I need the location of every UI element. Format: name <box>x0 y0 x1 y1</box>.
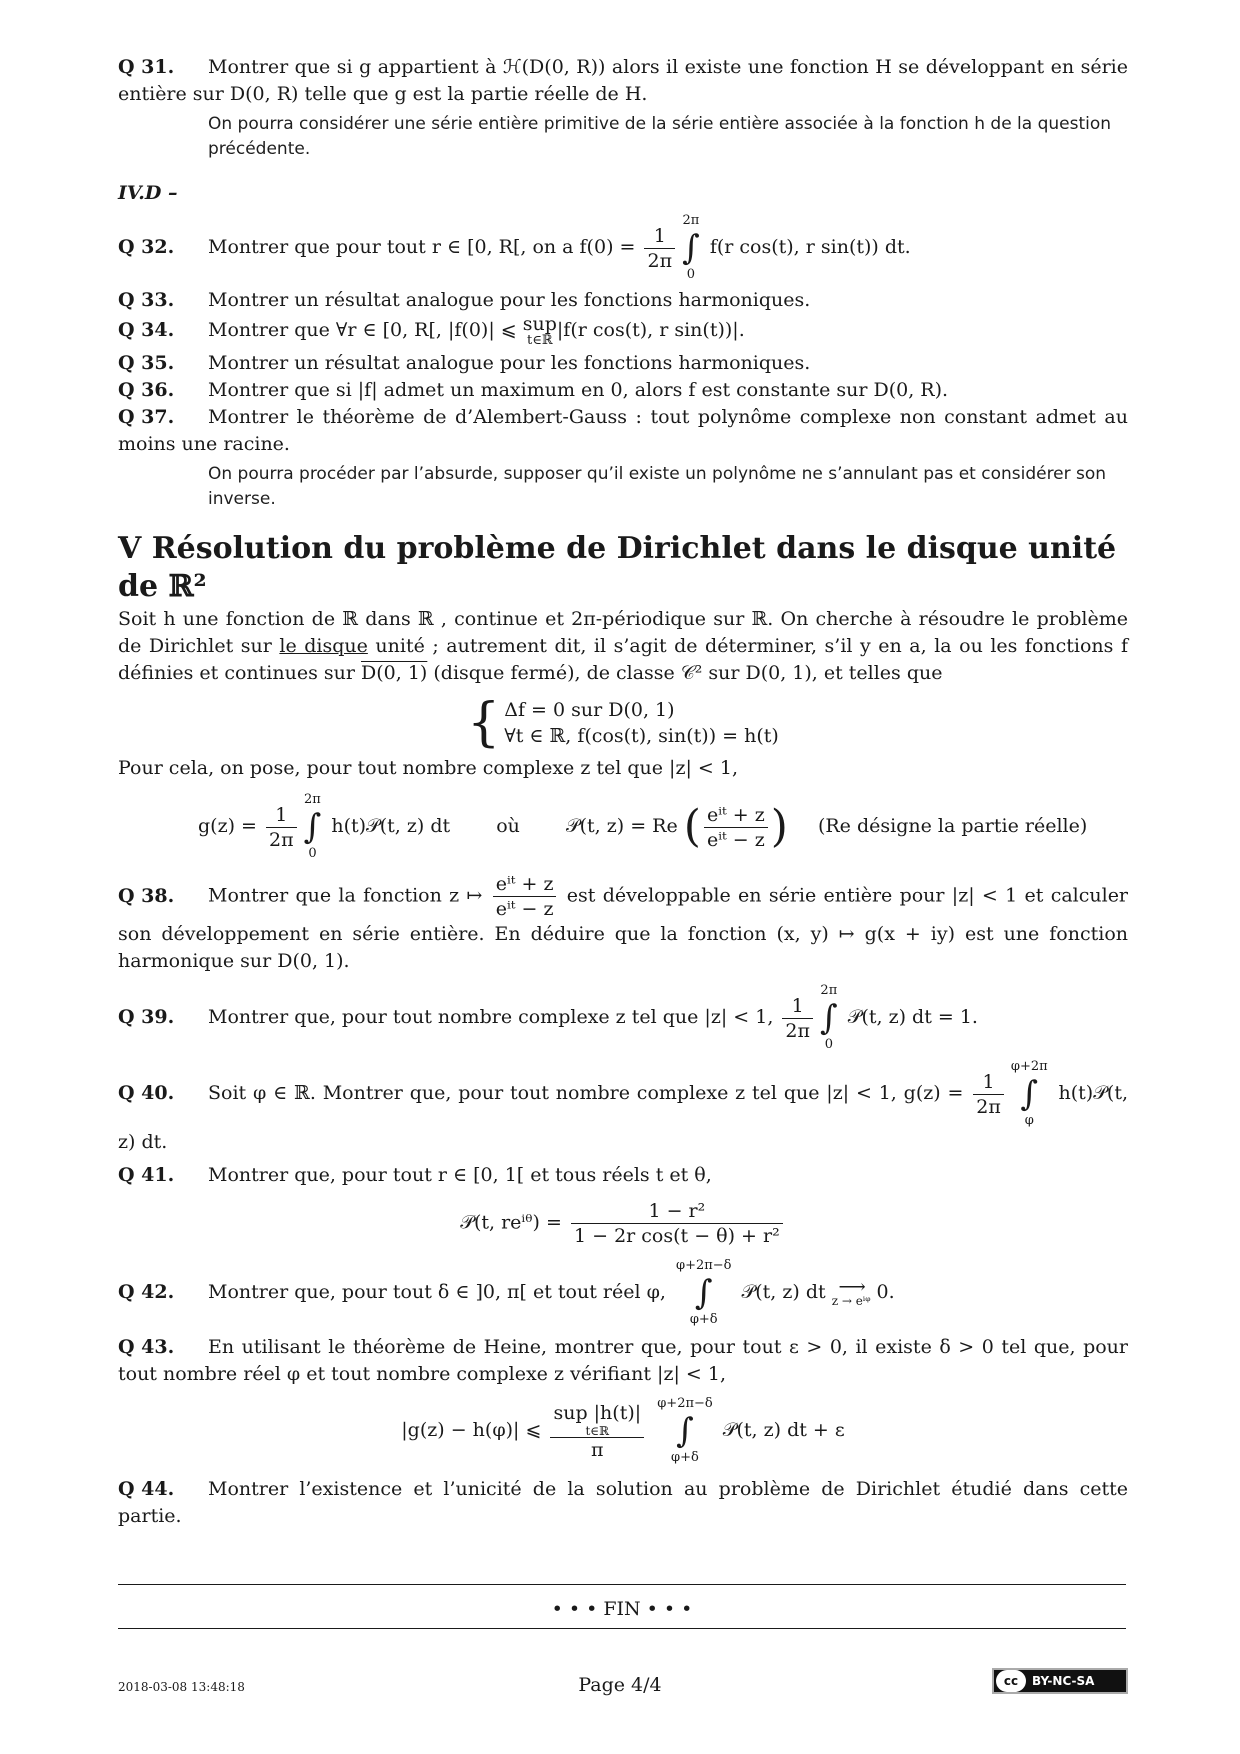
limit-arrow: ⟶ z → eⁱᵠ <box>831 1276 871 1308</box>
timestamp: 2018-03-08 13:48:18 <box>118 1680 245 1694</box>
question-text: Montrer que si |f| admet un maximum en 0, alors f est constante sur D(0, R). <box>208 379 949 401</box>
question-label: Q 35. <box>118 352 175 374</box>
section-title: V Résolution du problème de Dirichlet dans le disque unité de ℝ² <box>118 531 1117 604</box>
question-34 <box>118 314 1128 348</box>
question-43: Q 43. En utilisant le théorème de Heine, montrer que, pour tout ε > 0, il existe δ > 0 tel que, pour tout nombre réel φ et tout nombre complexe z vérifiant |z| < 1, <box>118 1336 1128 1385</box>
integral-sign: 2π ∫ 0 <box>682 213 700 282</box>
question-text: Montrer que pour tout r ∈ [0, R[, on a f(0) = <box>208 236 636 258</box>
question-label: Q 42. <box>118 1281 175 1303</box>
question-text: Montrer que ∀r ∈ [0, R[, |f(0)| ⩽ <box>208 319 517 341</box>
page-number: Page 4/4 <box>578 1674 662 1696</box>
sup-operator: sup t∈ℝ <box>522 313 557 348</box>
question-36 <box>118 377 1128 404</box>
fraction: $\frac{\text{eⁱᵗ + z}}{\text{eⁱᵗ − z}}$ <box>493 872 557 921</box>
subsection-title: IV.D – <box>118 182 178 204</box>
section-intro: Soit h une fonction de ℝ dans ℝ , continue et 2π-périodique sur ℝ. On cherche à résoudre le problème de Dirichlet sur le disque unité ; autrement dit, il s’agit de déterminer, s’il y en a, la ou les fonctions f définies et continues sur D(0, 1) (disque fermé), de classe 𝒞² sur D(0, 1), et telles que <box>118 608 1128 684</box>
question-label: Q 41. <box>118 1164 175 1186</box>
question-42: Q 42. Montrer que, pour tout δ ∈ ]0, π[ et tout réel φ, φ+2π−δ ∫ φ+δ 𝒫(t, z) dt ⟶ z → eⁱᵠ 0. <box>118 1258 895 1327</box>
heine-inequality: |g(z) − h(φ)| ⩽ sup |h(t)| t∈ℝ π φ+2π−δ ∫ φ+δ 𝒫(t, z) dt + ε <box>401 1396 845 1465</box>
question-38: Q 38. Montrer que la fonction z ↦ $\frac{\text{eⁱᵗ + z}}{\text{eⁱᵗ − z}}$ est développable en série entière pour |z| < 1 et calculer son développement en série entière. En déduire que la fonction (x, y) ↦ g(x + iy) est une fonction harmonique sur D(0, 1). <box>118 873 1129 972</box>
pose-sentence: Pour cela, on pose, pour tout nombre complexe z tel que |z| < 1, <box>118 757 738 779</box>
question-text: Montrer que si g appartient à ℋ(D(0, R)) alors il existe une fonction H se développant en série entière sur D(0, R) telle que g est la partie réelle de H. <box>118 56 1128 105</box>
question-label: Q 40. <box>118 1082 175 1104</box>
question-text-end: f(r cos(t), r sin(t)) dt. <box>709 236 911 258</box>
g-definition: g(z) = $\frac{1}{2\pi}$ 2π ∫ 0 h(t)𝒫(t, z) dt où 𝒫(t, z) = Re ( $\frac{\text{eⁱᵗ + z}}{\text{eⁱᵗ − z}}$ ) (Re désigne la partie réelle) <box>198 792 1088 861</box>
question-label: Q 36. <box>118 379 175 401</box>
question-label: Q 44. <box>118 1478 175 1500</box>
fraction: $\frac{1}{2\pi}$ <box>644 224 675 273</box>
question-label: Q 31. <box>118 56 175 78</box>
fin-rule-top <box>118 1584 1126 1585</box>
question-label: Q 34. <box>118 319 175 341</box>
poisson-kernel-formula: 𝒫(t, reⁱᶿ) = $\frac{\text{1 − r²}}{\text{1 − 2r cos(t − θ) + r²}}$ <box>118 1199 1128 1248</box>
cc-icon: cc <box>996 1670 1026 1692</box>
question-label: Q 43. <box>118 1336 175 1358</box>
question-text: Montrer un résultat analogue pour les fonctions harmoniques. <box>208 352 811 374</box>
question-44: Q 44. Montrer l’existence et l’unicité de la solution au problème de Dirichlet étudié dans cette partie. <box>118 1478 1128 1527</box>
question-41: Q 41. Montrer que, pour tout r ∈ [0, 1[ et tous réels t et θ, <box>118 1162 1128 1189</box>
hint-31: On pourra considérer une série entière primitive de la série entière associée à la fonction h de la question précédente. <box>208 114 1112 159</box>
question-33 <box>118 287 1128 314</box>
cc-license-badge <box>992 1668 1128 1694</box>
question-text: Montrer le théorème de d’Alembert-Gauss : tout polynôme complexe non constant admet au moins une racine. <box>118 406 1128 455</box>
dirichlet-system: { Δf = 0 sur D(0, 1) ∀t ∈ ℝ, f(cos(t), sin(t)) = h(t) <box>467 693 779 753</box>
question-32 <box>118 213 1128 283</box>
question-39: Q 39. Montrer que, pour tout nombre complexe z tel que |z| < 1, $\frac{1}{2\pi}$ 2π ∫ 0 𝒫(t, z) dt = 1. <box>118 983 978 1052</box>
question-40: Q 40. Soit φ ∈ ℝ. Montrer que, pour tout nombre complexe z tel que |z| < 1, g(z) = $\frac{1}{2\pi}$ φ+2π ∫ φ h(t)𝒫(t, z) dt. <box>118 1059 1128 1153</box>
hint-37: On pourra procéder par l’absurde, supposer qu’il existe un polynôme ne s’annulant pas et considérer son inverse. <box>208 464 1107 509</box>
question-text-end: |f(r cos(t), r sin(t))|. <box>556 319 745 341</box>
question-label: Q 33. <box>118 289 175 311</box>
question-label: Q 39. <box>118 1006 175 1028</box>
question-text: Montrer un résultat analogue pour les fonctions harmoniques. <box>208 289 811 311</box>
question-35 <box>118 350 1128 377</box>
fin-rule-bottom <box>118 1628 1126 1629</box>
question-label: Q 32. <box>118 236 175 258</box>
question-label: Q 37. <box>118 406 175 428</box>
question-label: Q 38. <box>118 884 175 907</box>
question-31 <box>118 54 1128 108</box>
fin-marker: • • • FIN • • • <box>551 1598 693 1620</box>
license-text: BY-NC-SA <box>1032 1674 1095 1688</box>
page-content <box>118 54 1128 1530</box>
question-37 <box>118 404 1128 458</box>
